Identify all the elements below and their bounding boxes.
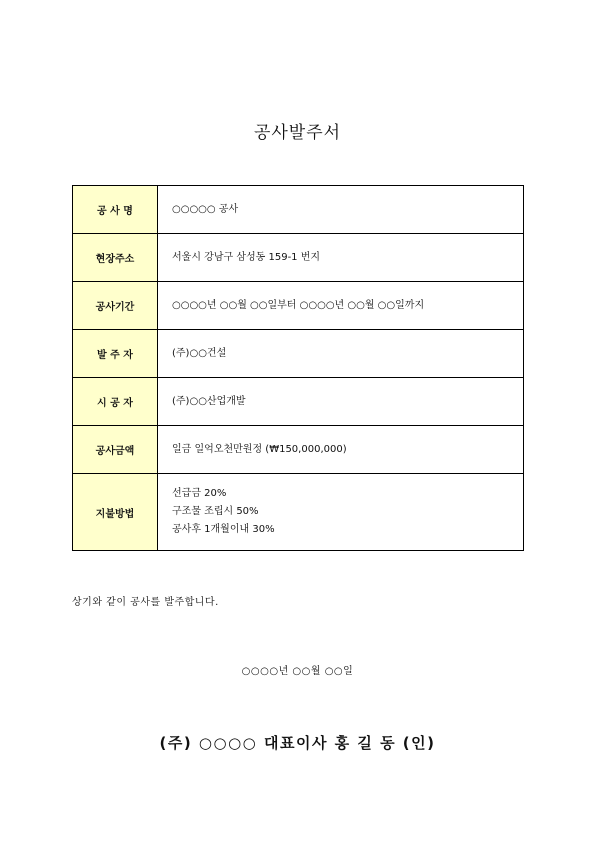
label-orderer: 발 주 자 [73,330,158,378]
value-orderer [158,330,524,378]
table-row-construction-period [73,282,524,330]
label-contract-amount: 공사금액 [73,426,158,474]
value-construction-period [158,282,524,330]
value-line: (주)○○산업개발 [172,395,246,407]
value-contractor [158,378,524,426]
label-contractor: 시 공 자 [73,378,158,426]
label-payment-method: 지불방법 [73,474,158,551]
document-title: 공사발주서 [253,123,342,143]
value-contract-amount [158,426,524,474]
issue-date: ○○○○년 ○○월 ○○일 [241,666,354,677]
label-site-address: 현장주소 [73,234,158,282]
table-row-site-address [73,234,524,282]
value-line: (주)○○건설 [172,347,227,359]
value-line: ○○○○○ 공사 [172,203,239,215]
table-row-orderer [73,330,524,378]
table-row-contractor [73,378,524,426]
value-line: 일금 일억오천만원정 (₩150,000,000) [172,443,347,455]
value-payment-method [158,474,524,551]
order-statement: 상기와 같이 공사를 발주합니다. [72,597,219,608]
order-info-table [72,185,524,551]
table-row-contract-amount [73,426,524,474]
value-line: 공사후 1개월이내 30% [172,524,275,535]
table-row-project-name [73,186,524,234]
table-row-payment-method [73,474,524,551]
value-line: 구조물 조립시 50% [172,506,259,517]
value-line: 서울시 강남구 삼성동 159-1 번지 [172,251,321,263]
label-project-name: 공 사 명 [73,186,158,234]
value-line: 선급금 20% [172,488,227,499]
value-project-name [158,186,524,234]
signature-line: (주) ○○○○ 대표이사 홍 길 동 (인) [159,734,436,752]
value-site-address [158,234,524,282]
label-construction-period: 공사기간 [73,282,158,330]
value-line: ○○○○년 ○○월 ○○일부터 ○○○○년 ○○월 ○○일까지 [172,299,425,311]
